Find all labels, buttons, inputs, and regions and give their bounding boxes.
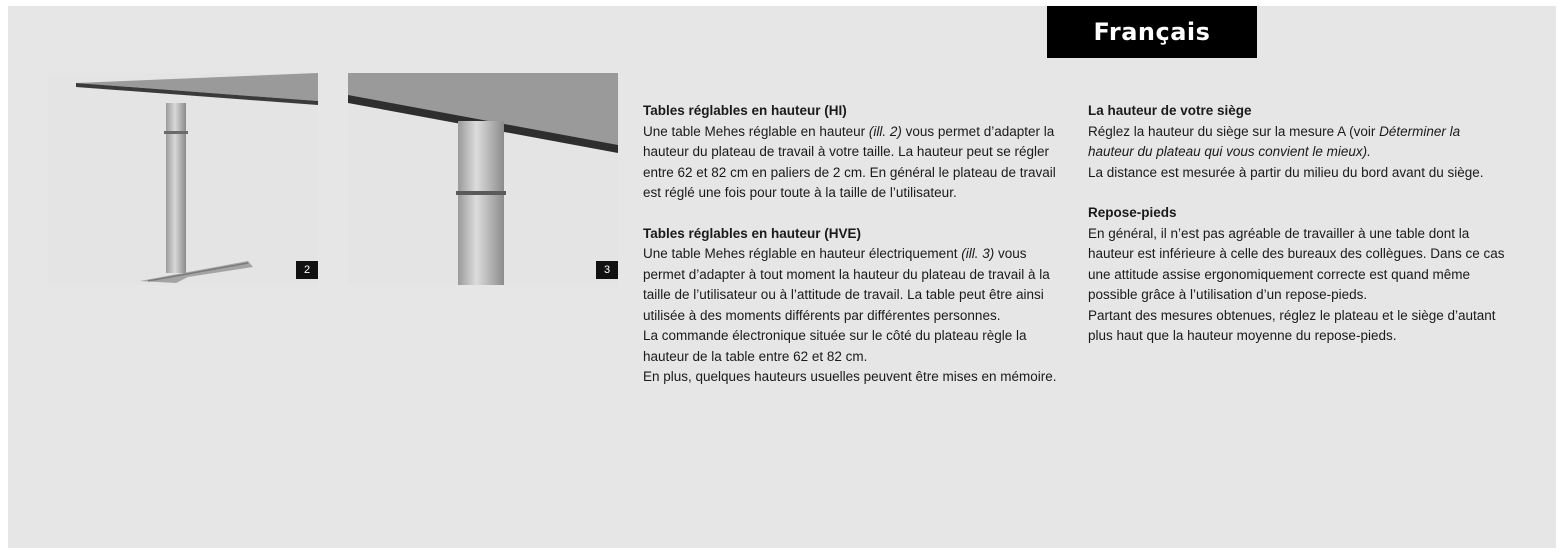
- figure-table-hi: [48, 73, 318, 285]
- table-hi-illustration: [48, 73, 318, 285]
- paragraph-footrest: En général, il n’est pas agréable de travailler à une table dont la hauteur est inférieure à celle des bureaux des collègues. Dans ce cas une attitude assise ergonomiquement correcte est quand même possible grâce à l’utilisation d’un repose-pieds.: [1088, 225, 1505, 302]
- paragraph-hve-control: La commande électronique située sur le côté du plateau règle la hauteur de la table entre 62 et 82 cm.: [643, 328, 1027, 364]
- paragraph-hve: Une table Mehes réglable en hauteur électriquement (ill. 3) vous permet d’adapter à tout moment la hauteur du plateau de travail à la taille de l’utilisateur ou à l’attitude de travail. La table peut être ainsi utilisée à des moments différents par différentes personnes.: [643, 246, 1050, 323]
- text-column-right: [1088, 101, 1508, 347]
- paragraph-seat-height: Réglez la hauteur du siège sur la mesure A (voir Déterminer la hauteur du plateau qui vous convient le mieux).: [1088, 123, 1461, 159]
- figure-number: 3: [596, 261, 618, 279]
- figure-reference: (ill. 2): [868, 123, 902, 139]
- section-title-seat-height: La hauteur de votre siège: [1088, 103, 1252, 118]
- paragraph-footrest-adjust: Partant des mesures obtenues, réglez le plateau et le siège d’autant plus haut que la hauteur moyenne du repose-pieds.: [1088, 307, 1496, 343]
- figure-table-hve: [348, 73, 618, 285]
- text-column-left: [643, 101, 1058, 388]
- section-title-hve: Tables réglables en hauteur (HVE): [643, 225, 862, 241]
- table-hve-illustration: [348, 73, 618, 285]
- figure-number: 2: [296, 261, 318, 279]
- section-title-hi: Tables réglables en hauteur (HI): [643, 103, 847, 118]
- section-reference: Déterminer la hauteur du plateau qui vous convient le mieux).: [1088, 123, 1461, 159]
- language-tab: Français: [1047, 6, 1257, 58]
- paragraph-seat-distance: La distance est mesurée à partir du milieu du bord avant du siège.: [1088, 164, 1484, 180]
- paragraph-hve-memory: En plus, quelques hauteurs usuelles peuvent être mises en mémoire.: [643, 369, 1057, 384]
- paragraph-hi: Une table Mehes réglable en hauteur (ill. 2) vous permet d’adapter la hauteur du plateau de travail à votre taille. La hauteur peut se régler entre 62 et 82 cm en paliers de 2 cm. En général le plateau de travail est réglé une fois pour toute à la taille de l’utilisateur.: [643, 123, 1056, 200]
- section-title-footrest: Repose-pieds: [1088, 205, 1177, 220]
- figure-reference: (ill. 3): [961, 246, 995, 261]
